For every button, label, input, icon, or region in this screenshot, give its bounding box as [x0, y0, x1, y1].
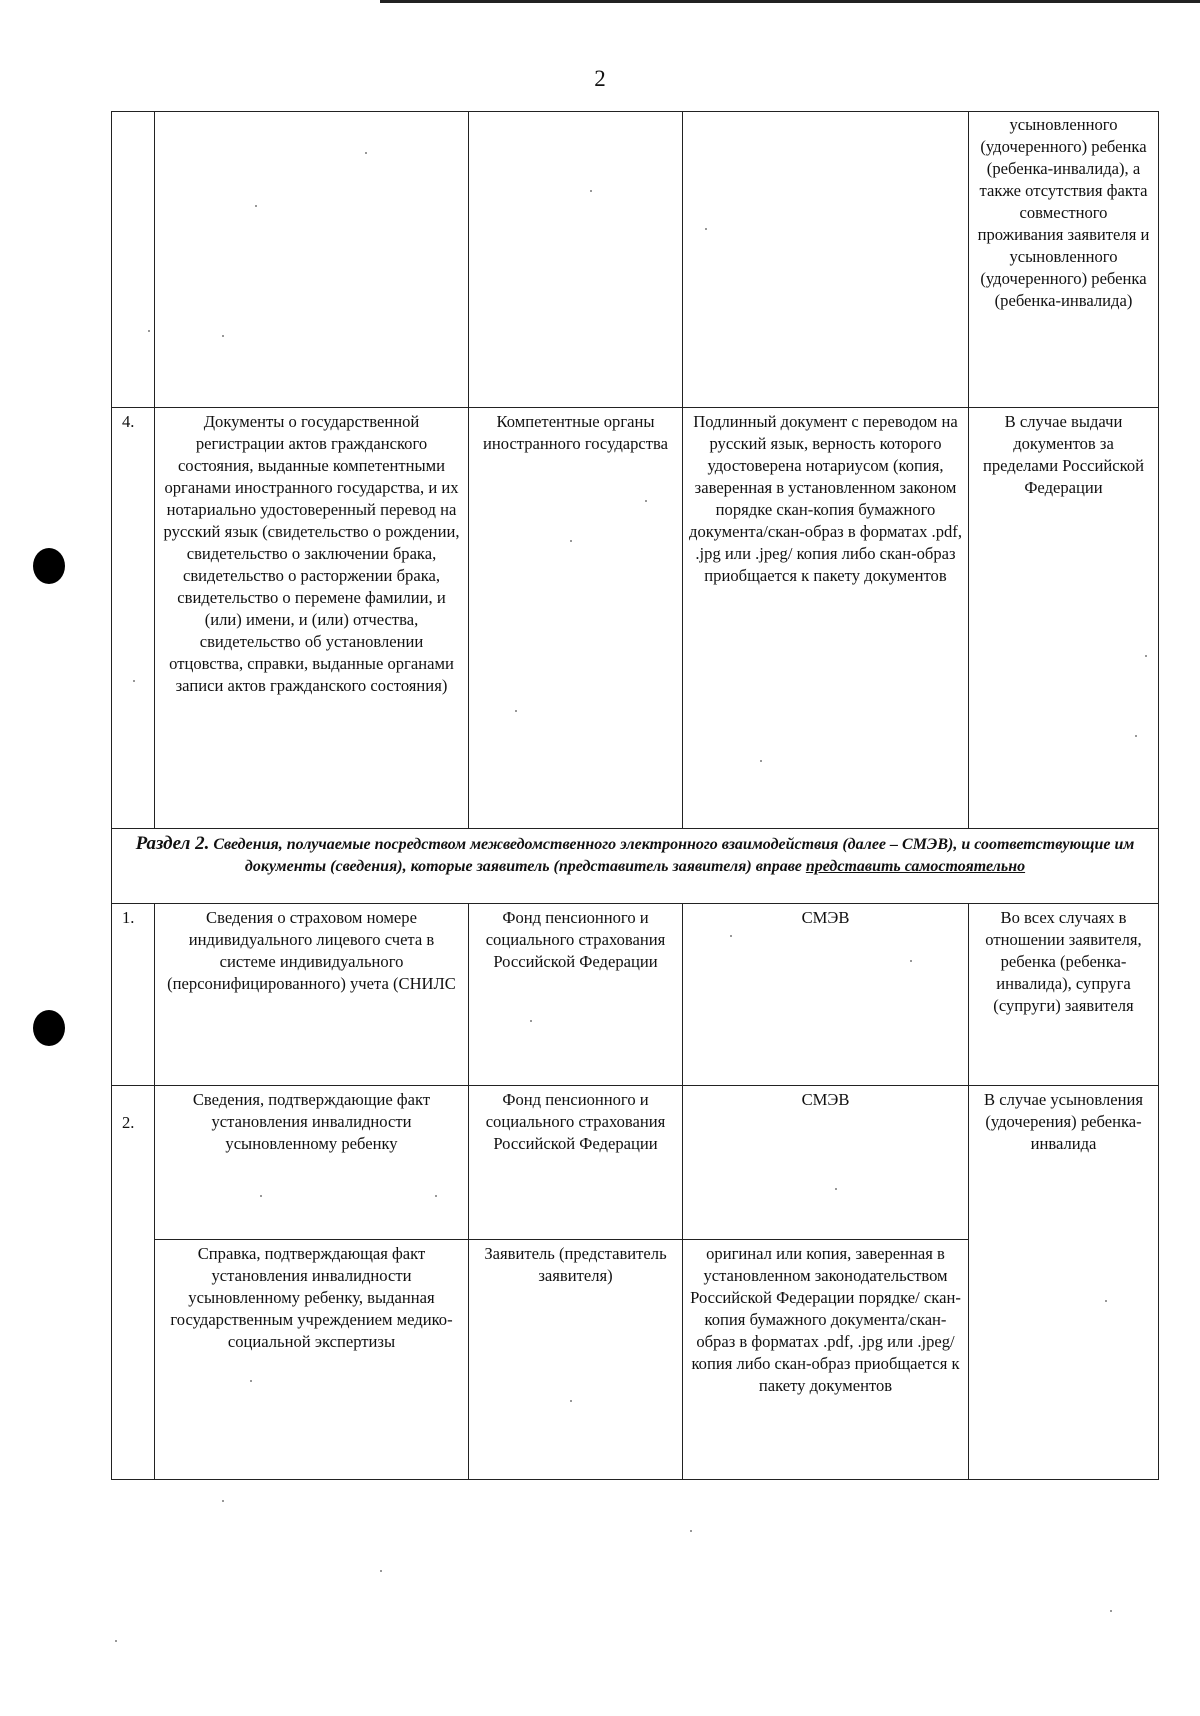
document-cell: [155, 112, 469, 408]
submission-method-cell: Подлинный документ с переводом на русский язык, верность которого удостоверена нотариусом (копия, заверенная в установленном законом порядке скан-копия бумажного документа/скан-образ в форматах .pdf, .jpg или .jpeg/ копия либо скан-образ приобщается к пакету документов: [683, 408, 969, 829]
authority-cell: Фонд пенсионного и социального страхования Российской Федерации: [469, 904, 683, 1086]
row-number: 2.: [112, 1086, 155, 1480]
section-text: Сведения, получаемые посредством межведомственного электронного взаимодействия (далее – СМЭВ), и соответствующие им документы (сведения), которые заявитель (представитель заявителя) вправе: [213, 836, 1135, 875]
section-heading-row: [112, 829, 1159, 904]
scan-speck: [222, 1500, 224, 1502]
submission-method-cell: СМЭВ: [683, 1086, 969, 1240]
row-number: 1.: [112, 904, 155, 1086]
punch-hole-lower: [33, 1010, 65, 1046]
table-row: [112, 904, 1159, 1086]
condition-cell: Во всех случаях в отношении заявителя, ребенка (ребенка-инвалида), супруга (супруги) заявителя: [969, 904, 1159, 1086]
document-cell: Сведения, подтверждающие факт установления инвалидности усыновленному ребенку: [155, 1086, 469, 1240]
top-scan-rule: [380, 0, 1200, 3]
table-row: [112, 1086, 1159, 1240]
submission-method-cell: СМЭВ: [683, 904, 969, 1086]
condition-cell: В случае выдачи документов за пределами Российской Федерации: [969, 408, 1159, 829]
section-text-end: представить самостоятельно: [805, 858, 1026, 875]
scan-speck: [115, 1640, 117, 1642]
submission-method-cell: оригинал или копия, заверенная в установленном законодательством Российской Федерации порядке/ скан-копия бумажного документа/скан-образ в форматах .pdf, .jpg или .jpeg/ копия либо скан-образ приобщается к пакету документов: [683, 1240, 969, 1480]
authority-cell: [469, 112, 683, 408]
documents-table: [111, 111, 1159, 1480]
punch-hole-upper: [33, 548, 65, 584]
section-lead: Раздел 2.: [135, 833, 210, 854]
scan-speck: [690, 1530, 692, 1532]
document-cell: Справка, подтверждающая факт установления инвалидности усыновленному ребенку, выданная государственным учреждением медико-социальной экспертизы: [155, 1240, 469, 1480]
authority-cell: Фонд пенсионного и социального страхования Российской Федерации: [469, 1086, 683, 1240]
row-number: 4.: [112, 408, 155, 829]
authority-cell: Компетентные органы иностранного государства: [469, 408, 683, 829]
document-cell: Сведения о страховом номере индивидуального лицевого счета в системе индивидуального (персонифицированного) учета (СНИЛС: [155, 904, 469, 1086]
authority-cell: Заявитель (представитель заявителя): [469, 1240, 683, 1480]
condition-cell: усыновленного (удочеренного) ребенка (ребенка-инвалида), а также отсутствия факта совместного проживания заявителя и усыновленного (удочеренного) ребенка (ребенка-инвалида): [969, 112, 1159, 408]
scan-speck: [1110, 1610, 1112, 1612]
row-number: [112, 112, 155, 408]
document-cell: Документы о государственной регистрации актов гражданского состояния, выданные компетентными органами иностранного государства, и их нотариально удостоверенный перевод на русский язык (свидетельство о рождении, свидетельство о заключении брака, свидетельство о расторжении брака, свидетельство о перемене фамилии, и (или) имени, и (или) отчества, свидетельство об установлении отцовства, справки, выданные органами записи актов гражданского состояния): [155, 408, 469, 829]
scan-speck: [380, 1570, 382, 1572]
submission-method-cell: [683, 112, 969, 408]
condition-cell: В случае усыновления (удочерения) ребенка-инвалида: [969, 1086, 1159, 1480]
page-number: 2: [594, 66, 606, 91]
section-heading: [112, 829, 1159, 904]
table-row: [112, 112, 1159, 408]
table-row: [112, 408, 1159, 829]
